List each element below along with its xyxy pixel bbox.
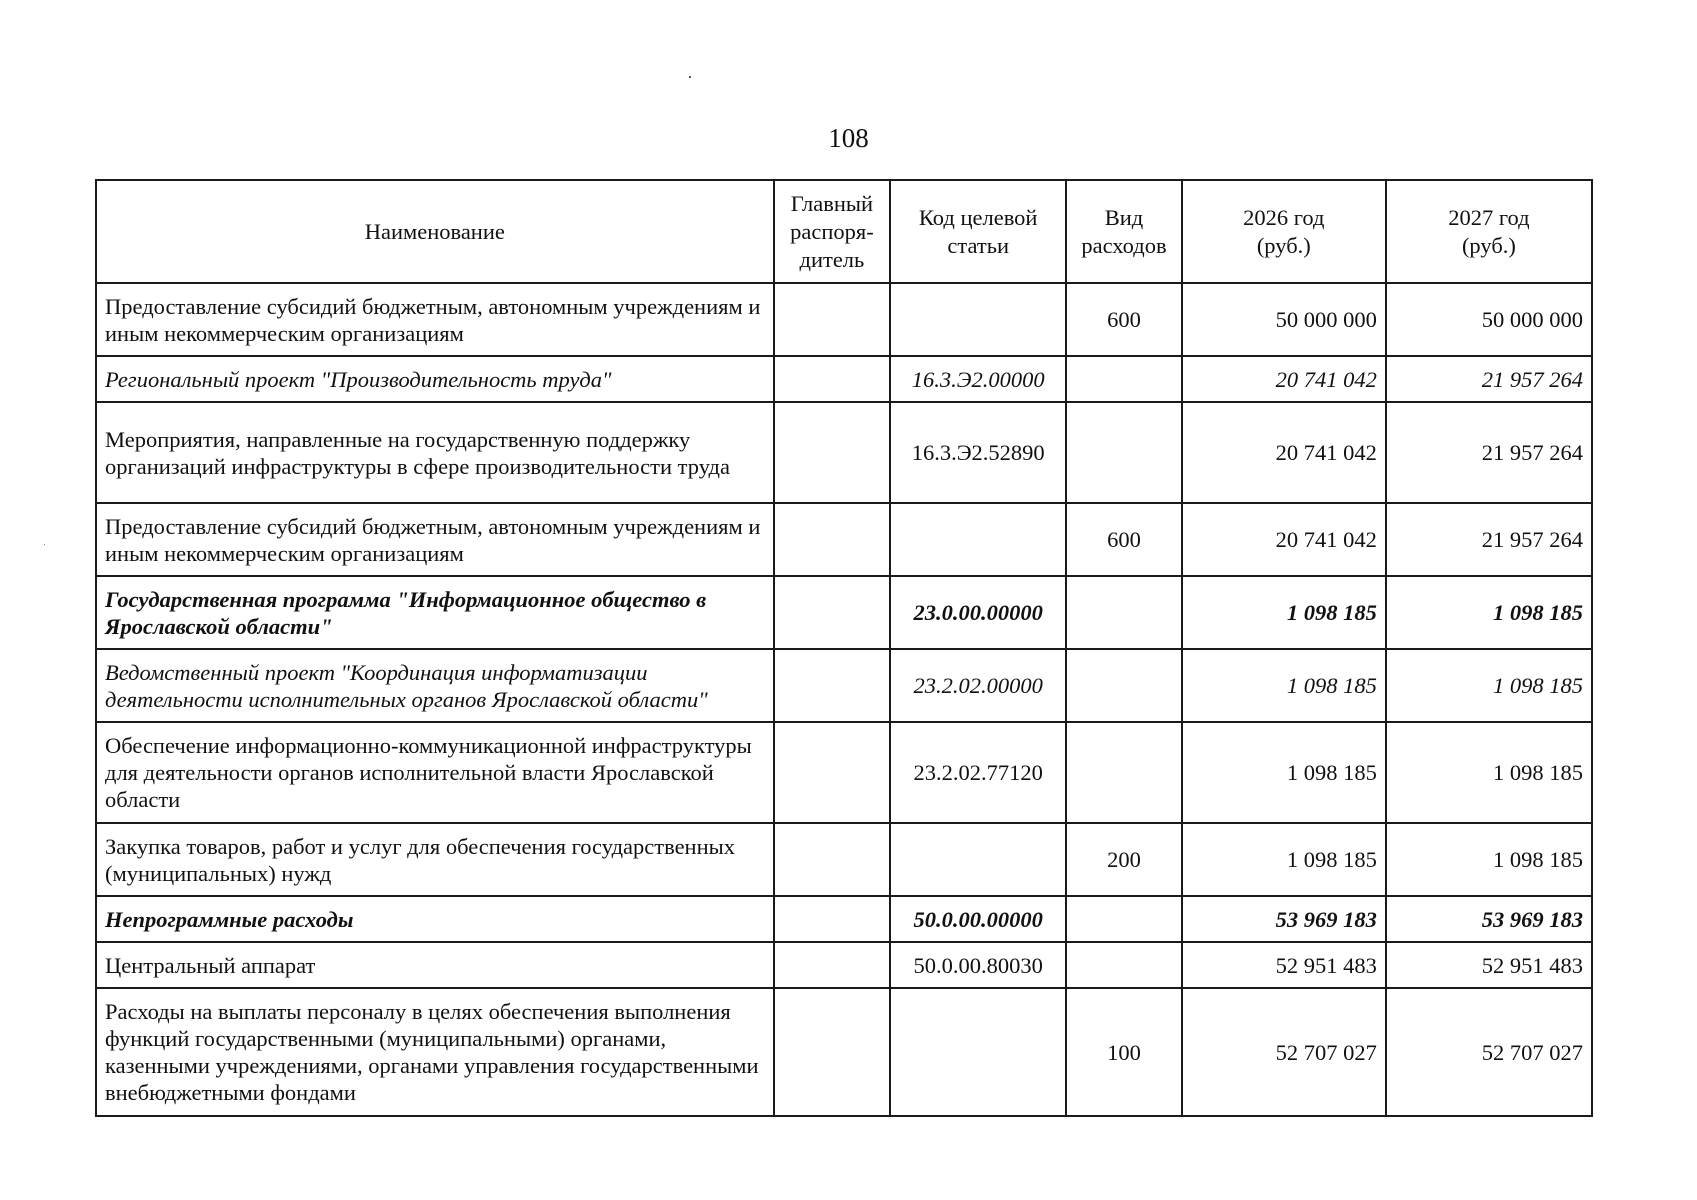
cell-code: [890, 823, 1066, 896]
cell-name: Закупка товаров, работ и услуг для обеспечения государственных (муниципальных) нужд: [96, 823, 774, 896]
cell-vid: 600: [1066, 283, 1182, 356]
cell-code: [890, 988, 1066, 1116]
budget-table: [95, 179, 1593, 1117]
cell-vid: [1066, 402, 1182, 503]
cell-code: 16.3.Э2.52890: [890, 402, 1066, 503]
cell-glav: [774, 356, 891, 402]
header-vid: Вид расходов: [1066, 180, 1182, 283]
table-row: [96, 988, 1592, 1116]
cell-name: Непрограммные расходы: [96, 896, 774, 942]
table-row: [96, 823, 1592, 896]
cell-y2027: 21 957 264: [1386, 402, 1592, 503]
cell-y2026: 1 098 185: [1182, 722, 1386, 823]
cell-glav: [774, 896, 891, 942]
table-row: [96, 402, 1592, 503]
cell-glav: [774, 503, 891, 576]
table-row: [96, 942, 1592, 988]
cell-name: Центральный аппарат: [96, 942, 774, 988]
cell-y2027: 21 957 264: [1386, 503, 1592, 576]
cell-y2027: 1 098 185: [1386, 823, 1592, 896]
cell-glav: [774, 402, 891, 503]
scan-speck: [44, 544, 45, 545]
cell-code: 23.2.02.00000: [890, 649, 1066, 722]
cell-code: 50.0.00.80030: [890, 942, 1066, 988]
table-row: [96, 896, 1592, 942]
cell-vid: [1066, 576, 1182, 649]
cell-y2026: 50 000 000: [1182, 283, 1386, 356]
cell-vid: [1066, 942, 1182, 988]
cell-y2026: 53 969 183: [1182, 896, 1386, 942]
cell-name: Региональный проект "Производительность труда": [96, 356, 774, 402]
cell-glav: [774, 283, 891, 356]
cell-name: Государственная программа "Информационное общество в Ярославской области": [96, 576, 774, 649]
cell-code: 50.0.00.00000: [890, 896, 1066, 942]
table-row: [96, 576, 1592, 649]
cell-name: Предоставление субсидий бюджетным, автономным учреждениям и иным некоммерческим организациям: [96, 283, 774, 356]
cell-glav: [774, 942, 891, 988]
cell-code: [890, 503, 1066, 576]
cell-glav: [774, 988, 891, 1116]
cell-glav: [774, 649, 891, 722]
cell-code: 16.3.Э2.00000: [890, 356, 1066, 402]
cell-name: Расходы на выплаты персоналу в целях обеспечения выполнения функций государственными (муниципальными) органами, казенными учреждениями, органами управления государственными внебюджетными фондами: [96, 988, 774, 1116]
cell-y2026: 52 951 483: [1182, 942, 1386, 988]
cell-vid: [1066, 896, 1182, 942]
cell-y2026: 20 741 042: [1182, 356, 1386, 402]
page-number: 108: [828, 123, 869, 153]
header-2027: 2027 год (руб.): [1386, 180, 1592, 283]
cell-y2027: 52 951 483: [1386, 942, 1592, 988]
header-2026: 2026 год (руб.): [1182, 180, 1386, 283]
cell-vid: [1066, 356, 1182, 402]
cell-vid: [1066, 722, 1182, 823]
table-row: [96, 649, 1592, 722]
cell-y2027: 1 098 185: [1386, 576, 1592, 649]
cell-y2027: 1 098 185: [1386, 722, 1592, 823]
header-glav: Главный распоря- дитель: [774, 180, 891, 283]
header-code: Код целевой статьи: [890, 180, 1066, 283]
cell-name: Обеспечение информационно-коммуникационной инфраструктуры для деятельности органов исполнительной власти Ярославской области: [96, 722, 774, 823]
table-row: [96, 503, 1592, 576]
cell-glav: [774, 823, 891, 896]
cell-y2026: 20 741 042: [1182, 402, 1386, 503]
cell-vid: [1066, 649, 1182, 722]
cell-y2026: 1 098 185: [1182, 649, 1386, 722]
header-name: Наименование: [96, 180, 774, 283]
cell-vid: 200: [1066, 823, 1182, 896]
cell-vid: 600: [1066, 503, 1182, 576]
cell-y2026: 1 098 185: [1182, 576, 1386, 649]
cell-glav: [774, 576, 891, 649]
table-row: [96, 356, 1592, 402]
cell-name: Предоставление субсидий бюджетным, автономным учреждениям и иным некоммерческим организациям: [96, 503, 774, 576]
cell-name: Мероприятия, направленные на государственную поддержку организаций инфраструктуры в сфере производительности труда: [96, 402, 774, 503]
cell-glav: [774, 722, 891, 823]
cell-y2027: 53 969 183: [1386, 896, 1592, 942]
cell-y2027: 50 000 000: [1386, 283, 1592, 356]
cell-y2026: 52 707 027: [1182, 988, 1386, 1116]
cell-y2027: 52 707 027: [1386, 988, 1592, 1116]
cell-y2027: 21 957 264: [1386, 356, 1592, 402]
table-header-row: [96, 180, 1592, 283]
cell-code: 23.2.02.77120: [890, 722, 1066, 823]
table-row: [96, 722, 1592, 823]
cell-code: [890, 283, 1066, 356]
table-row: [96, 283, 1592, 356]
cell-name: Ведомственный проект "Координация информатизации деятельности исполнительных органов Ярославской области": [96, 649, 774, 722]
scan-speck: [689, 76, 691, 78]
cell-vid: 100: [1066, 988, 1182, 1116]
cell-code: 23.0.00.00000: [890, 576, 1066, 649]
cell-y2026: 20 741 042: [1182, 503, 1386, 576]
cell-y2026: 1 098 185: [1182, 823, 1386, 896]
cell-y2027: 1 098 185: [1386, 649, 1592, 722]
